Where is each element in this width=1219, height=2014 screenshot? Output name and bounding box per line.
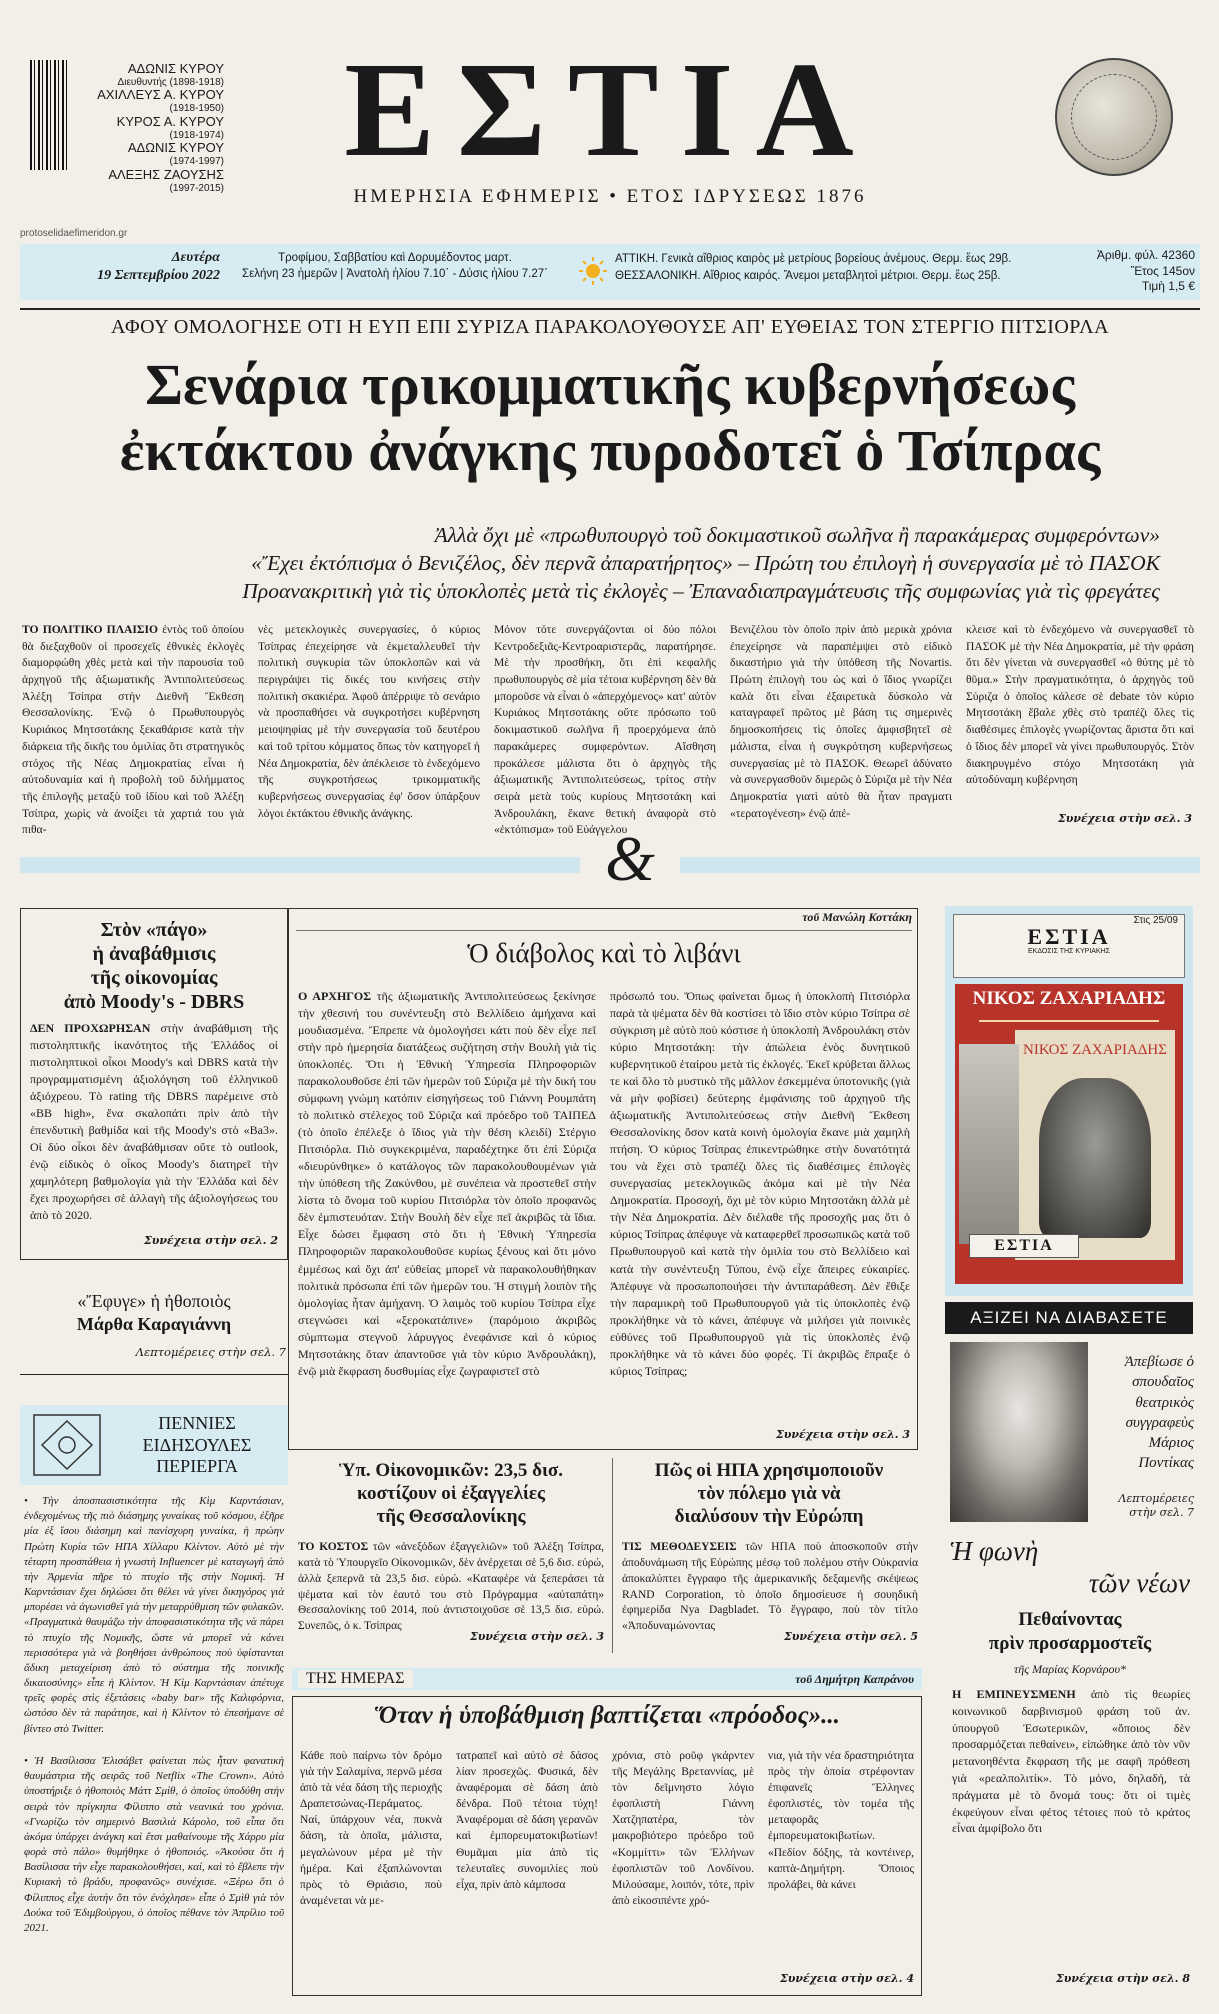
- editorial-lead: Ο ΑΡΧΗΓΟΣ: [298, 989, 372, 1003]
- voice-title-2: πρὶν προσαρμοστεῖς: [988, 1632, 1152, 1654]
- divider: [20, 1374, 288, 1375]
- gossip-item-2: • Ἡ Βασίλισσα Ἐλισάβετ φαίνεται πὼς ἦταν φανατικὴ θαυμάστρια τῆς σειρᾶς τοῦ Netflix «The Crown». Αὐτὸ ὑποστήριξε ὁ ἠθοποιὸς Μάττ Σμίθ, ὁ ὁποῖος ὑποδύθη στὴν σειρὰ τὸν πρίγκηπα Φίλιππο στὰ νεανικά του χρόνια. «Γνωρίζω τὸν σημερινὸ Βασιλιὰ Κάρολο, τοῦ εἶπα ὅτι ἀκόμα ὑπάρχει ἀνάγκη καὶ ἔτσι μαθαίνουμε τῆς Χάρρυ μία φορὰ στὸ πάλο» θυμήθηκε ὁ ἠθοποιός. «Ἀκούσα ὅτι ἡ Βασίλισσα τὴν εἶχε παρακολουθήσει, καί, καὶ τὸ ἔβλεπε τὴν Κυριακὴ τὸ βράδυ, προφανῶς» συνέχισε. «Ξέρω ὅτι ὁ Φίλιππος εἶχε ἀυτὴν ὅτι τὸν ἐνόχλησε» εἶπε ὁ Σμὶθ γιὰ τὸν Δούκα τοῦ Ἐδιμβούργου, ὁ ὁποῖος πέθανε τὸν Ἀπρίλιο τοῦ 2021.: [24, 1755, 284, 1934]
- voice-title-1: Πεθαίνοντας: [1018, 1609, 1122, 1630]
- headline-line-1: Σενάρια τρικομματικῆς κυβερνήσεως: [145, 352, 1075, 417]
- lead-deck: [60, 522, 1160, 606]
- founder-years: (1918-1974): [169, 129, 224, 141]
- founder-years: Διευθυντής (1898-1918): [117, 76, 224, 88]
- issue-year: Ἔτος 145ον: [1130, 263, 1195, 278]
- book-ad-brand: ΕΣΤΙΑ: [1027, 924, 1111, 949]
- book-cover-title: ΝΙΚΟΣ ΖΑΧΑΡΙΑΔΗΣ: [1023, 1042, 1167, 1058]
- saints-text: Τροφίμου, Σαββατίου καὶ Δορυμέδοντος μαρτ.: [278, 252, 512, 264]
- founder-name: ΑΛΕΞΗΣ ΖΑΟΥΣΗΣ: [108, 166, 224, 182]
- weather-thessaloniki: ΘΕΣΣΑΛΟΝΙΚΗ. Αἴθριος καιρός. Ἄνεμοι μεταβλητοὶ μέτριοι. Θερμ. ἕως 25β.: [615, 269, 1001, 282]
- saints-of-day: [230, 251, 560, 282]
- lead-kicker: ΑΦΟΥ ΟΜΟΛΟΓΗΣΕ ΟΤΙ Η ΕΥΠ ΕΠΙ ΣΥΡΙΖΑ ΠΑΡΑΚΟΛΟΥΘΟΥΣΕ ΑΠ' ΕΥΘΕΙΑΣ ΤΟΝ ΣΤΕΡΓΙΟ ΠΙΤΣΙΟΡΛΑ: [110, 316, 1110, 338]
- lead-column-5: κλεισε καὶ τὸ ἐνδεχόμενο νὰ συνεργασθεῖ τὸ ΠΑΣΟΚ μὲ τὴν Νέα Δημοκρατία, μὲ τὴν φράση ὅτι δὲν γίνεται νὰ συνεργασθεῖ «ὁ θύτης μὲ τὸ θῦμα.» Στὴν πραγματικότητα, ὁ ἀρχηγὸς τοῦ Σύριζα ὁ ὁποῖος κάλεσε σὲ debate τὸν κύριο Μητσοτάκη ἔβαλε χθὲς στὸ τραπέζι ὅλες τὶς διαθέσιμες ἐπιλογὲς γνωρίζοντας ἄριστα ὅτι καὶ ὁ ἴδιος δὲν μπορεῖ νὰ γίνει πρωθυπουργός. Στὸν διακηρυγμένο στόχο Μητσοτάκη γιὰ αὐτοδύναμη κυβέρνηση: [966, 623, 1194, 787]
- usa-title: [620, 1460, 918, 1528]
- fin-ministry-continued[interactable]: Συνέχεια στὴν σελ. 3: [469, 1630, 604, 1643]
- ornament-icon: [32, 1413, 102, 1477]
- fin-ministry-body: [298, 1540, 604, 1635]
- book-cover: [955, 984, 1183, 1284]
- book-ad-date: Στις 25/09: [1133, 915, 1178, 926]
- voice-title: [950, 1608, 1190, 1656]
- lead-column-1-text: ἐντὸς τοῦ ὁποίου θὰ διεξαχθοῦν οἱ προσεχεῖς ἐθνικὲς ἐκλογὲς διαμορφώθη χθὲς μετὰ καὶ τὴν παρουσία τοῦ ἀρχηγοῦ τῆς ἀξιωματικῆς Ἀντιπολιτεύσεως Ἀλέξη Τσίπρα στὴν Διεθνῆ Ἔκθεση Θεσσαλονίκης. Ἐνῷ ὁ Πρωθυπουργὸς Κυριάκος Μητσοτάκης ξεκαθάρισε κατὰ τὴν διάρκεια τῆς δικῆς του ὁμιλίας ὅτι στρατηγικὸς στόχος τῆς Νέας Δημοκρατίας εἶναι ἡ αὐτοδυναμία καὶ ἡ προβολὴ τοῦ διλήμματος τῆς ἐπιλογῆς μεταξὺ τοῦ ἰδίου καὶ τοῦ Ἀλέξη Τσίπρα, χωρὶς νὰ ἀνοίξει τὰ χαρτιά του γιὰ πιθα-: [22, 623, 245, 837]
- lead-column-2: νὲς μετεκλογικὲς συνεργασίες, ὁ κύριος Τσίπρας ἐπεχείρησε νὰ ἐκμεταλλευθεῖ τὴν πολιτικὴ συγκυρία τῶν ὑποκλοπῶν καὶ νὰ περιγράψει τὶς δικές του κινήσεις στὴν πολιτικὴ σκακιέρα. Ἀφοῦ ἀπέρριψε τὸ σενάριο νὰ προσπαθήσει νὰ συγκροτήσει κυβέρνηση μειοψηφίας μὲ τὴν συνεργασία τοῦ δευτέρου καὶ τοῦ τρίτου κόμματος ὅπως τὸν κατηγορεῖ ἡ Νέα Δημοκρατία, δὲν ἀπέκλεισε τὸ ἐνδεχόμενο τῆς συγκροτήσεως τρικομματικῆς κυβερνήσεως συνεργασίας ἐφ' ὅσον ὑπάρξουν λόγοι ἐκτάκτου ἐθνικῆς ἀνάγκης.: [258, 623, 480, 820]
- moodys-title-1: Στὸν «πάγο»: [100, 919, 208, 941]
- obit-title: [22, 1290, 286, 1335]
- lead-headline: [20, 352, 1200, 483]
- editorial-text-a: τῆς ἀξιωματικῆς Ἀντιπολιτεύσεως ξεκίνησε τὴν χθεσινή του συνέντευξη στὸ Βελλίδειο ἀμήχανα καὶ μουδιασμένα. Ἔπρεπε νὰ ὁμολογήσει κάτι ποὺ δὲν εἶχε πεῖ στὴν πρὸ ἡμερησία διατάξεως συζήτηση στὴν Βουλὴ γιὰ τὶς ὑποκλοπές. Ὅτι ἡ Ἐθνικὴ Ὑπηρεσία Πληροφοριῶν παρακολουθοῦσε ἐπὶ τῶν ἡμερῶν τοῦ Σύριζα μὲ τὴν δική του σύμφωνη γνώμη κατόπιν εἰσηγήσεως τοῦ Γιάννη Ρουμπάτη τὸ πολιτικὸ στέλεχος τοῦ Σύριζα καὶ πρόεδρο τοῦ ΤΑΙΠΕΔ (τὸ ὁποῖο ἐπέλεξε ὁ ἴδιος γιὰ τὴν θέση κλειδί) Στέργιο Πιτσιόρλα. Πιὸ συγκεκριμένα, παραδέχτηκε ὅτι ἐπὶ Σύριζα «διευρύνθηκε» ὁ κατάλογος τῶν παρακολουθουμένων γιὰ τὴν ὑπόθεση τῆς Ζακύνθου, μὲ συνέπεια νὰ προστεθεῖ στὴν λίστα τὸ ὄνομα τοῦ κυρίου Πιτσιόρλα τὸν ὁποῖο προφανῶς δὲν ἐμπιστευόταν. Στὴν Βουλὴ δὲν εἶχε πεῖ ἀκριβῶς τὰ ἴδια. Εἶχε δώσει ἔμφαση στὸ ὅτι ἡ Ἐθνικὴ Ὑπηρεσία Πληροφοριῶν παρακολουθοῦσε κυρίως ξένους καὶ ὅτι μόνο ἐμμέσως καὶ ὄχι ἀπ' εὐθείας μπορεῖ νὰ παρακολουθήθηκαν πολιτικὰ πρόσωπα ἐπὶ τῶν ἡμερῶν του. Ἡ στιγμὴ λοιπὸν τῆς ὁμολογίας ἦταν ἀμήχανη. Ὁ λαιμὸς τοῦ κυρίου Τσίπρα εἶχε στεγνώσει καὶ «ξεροκατάπινε» (παρόμοιο ἀκριβῶς σύμπτωμα στεγνοῦ λάρυγγος ἐνεφάνισε καὶ ὁ κύριος Μητσοτάκης ὅταν ἀπαντοῦσε γιὰ τὸν κύριο Ἀνδρουλάκη), ἐνῷ μιὰ ἔκφραση δυσθυμίας εἶχε ζωγραφιστεῖ στὸ: [298, 989, 596, 1378]
- lead-column-3: Μόνον τότε συνεργάζονται οἱ δύο πόλοι Κεντροδεξιᾶς-Κεντροαριστερᾶς, παρατήρησε. Μὲ τὴν προσθήκη, ὅτι ἐπὶ κεφαλῆς πρωθυπουργὸς σὲ μία τέτοια κυβέρνηση δὲν θὰ μποροῦσε νὰ εἶναι ὁ «ἀπερχόμενος» κατ' αὐτὸν Κυριάκος Μητσοτάκης οὔτε πρόσωπο τοῦ δοκιμαστικοῦ σωλῆνα ἢ προερχόμενα ἀπὸ παρακάμερες συμφερόντων. Αἴσθηση προκάλεσε μάλιστα ὅτι ὁ ἀρχηγὸς τῆς ἀξιωματικῆς Ἀντιπολιτεύσεως, τρίτος στὴν σειρὰ μετὰ τοὺς κυρίους Μητσοτάκη καὶ Ἀνδρουλάκη, ἔκανε θετικὴ ἀναφορὰ στὸ «ἐκτόπισμα» τοῦ Εὐάγγελου: [494, 623, 716, 837]
- voice-label-1: Ἡ φωνὴ: [950, 1536, 1039, 1566]
- weather-attica: ΑΤΤΙΚΗ. Γενικὰ αἴθριος καιρὸς μὲ μετρίους βορείους ἀνέμους. Θερμ. ἕως 29β.: [615, 253, 1012, 265]
- newspaper-title: ΕΣΤΙΑ: [344, 35, 876, 185]
- moodys-title-3: τῆς οἰκονομίας: [90, 967, 218, 989]
- newspaper-roll: [959, 1044, 1019, 1244]
- tis-imeras-byline: τοῦ Δημήτρη Καπράνου: [795, 1672, 914, 1686]
- usa-text: τῶν ΗΠΑ ποὺ ἀποσκοποῦν στὴν ἀποδυνάμωση τῆς Εὐρώπης μέσῳ τοῦ πολέμου στὴν Οὐκρανία ἀποκαλύπτει ἔγγραφο τῆς ἀμερικανικῆς δεξαμενῆς σκέψεως RAND Corporation, τὸ ὁποῖο δημοσίευσε ἡ σουηδικὴ ἐφημερίδα Nya Dagbladet. Τὸ ἔγγραφο, ποὺ τὸν τίτλο «Ἀποδυναμώνοντας: [622, 1541, 918, 1633]
- fin-ministry-title-1: Ὑπ. Οἰκονομικῶν: 23,5 δισ.: [338, 1460, 564, 1481]
- founder-name: ΑΔΩΝΙΣ ΚΥΡΟΥ: [127, 61, 224, 76]
- deck-line-3: Προανακριτικὴ γιὰ τὶς ὑποκλοπὲς μετὰ τὶς ἐκλογὲς – Ἐπαναδιαπραγμάτευσις τῆς συμφωνίας γιὰ τὶς φρεγάτες: [242, 578, 1160, 603]
- book-ad-header: [953, 914, 1185, 978]
- obit-title-1: «Ἔφυγε» ἡ ἠθοποιὸς: [77, 1291, 231, 1311]
- usa-continued[interactable]: Συνέχεια στὴν σελ. 5: [783, 1630, 918, 1643]
- weather-report: [615, 251, 1055, 284]
- ampersand-divider: [20, 823, 1200, 894]
- voice-text: ἀπὸ τὶς θεωρίες κοινωνικοῦ δαρβινισμοῦ φράση τοῦ ἀν. ὑπουργοῦ Ἐσωτερικῶν, «ὅποιος δὲν προσαρμόζεται πεθαίνει», εἰπώθηκε ἀπὸ τὸν νῦν μετανοηθέντα ἔκφραση τῆς με σαφῆ πρόθεση γιὰ «ρεαλπολιτίκ». Τὸ μόνο, δηλαδή, τὰ πράγματα μὲ τὸ ὄνομά τους: ὅτι οἱ τιμὲς ἐκφεύγουν εἶναι φέτος τέτοιες ποὺ τὸ κράτος εἶναι ἀμφίβολο ὅτι: [952, 1687, 1190, 1836]
- tis-imeras-col-4: νια, γιὰ τὴν νέα δραστηριότητα πρὸς τὴν ὁποία στρέφονταν ἐπιφανεῖς Ἕλληνες ἐφοπλιστές, τὸν τομέα τῆς μεταφορᾶς ἐμπορευματοκιβωτίων. «Πεδίον δόξης, τὰ κοντέινερ, καπτὰ-Δημήτρη. Ὅποιος προλάβει, θὰ κάνει: [768, 1750, 914, 1891]
- fin-ministry-text: τῶν «ἀνεξόδων ἐξαγγελιῶν» τοῦ Ἀλέξη Τσίπρα, κατὰ τὸ Ὑπουργεῖο Οἰκονομικῶν, δὲν ἀνέρχεται σὲ 5,6 δισ. εὐρώ, ἀλλὰ ξεπερνᾶ τὰ 23,5 δισ. εὐρώ. «Καταφέρε νὰ ξεπεράσει τὰ ψέματα καὶ τὸν ἑαυτό του στὸ Πρόγραμμα «αὐταπάτη» Θεσσαλονίκης τοῦ 2014, ποὺ ἀντιστοιχοῦσε σὲ 13,5 δισ. εὐρώ. Συνεπῶς, ὁ κ. Τσίπρας: [298, 1541, 604, 1633]
- fin-ministry-title-3: τῆς Θεσσαλονίκης: [376, 1505, 526, 1527]
- issue-number: Ἀριθμ. φύλ. 42360: [1096, 248, 1195, 262]
- newspaper-subtitle: ΗΜΕΡΗΣΙΑ ΕΦΗΜΕΡΙΣ • ΕΤΟΣ ΙΔΡΥΣΕΩΣ 1876: [353, 186, 867, 207]
- gossip-item-1: • Τὴν ἀποσπασιστικότητα τῆς Κὶμ Καρντάσιαν, ἐνδεχομένως τῆς πιὸ διάσημης γυναίκας τοῦ κόσμου, ἐξῆρε μία ἐξ ἴσου διάσημη καὶ πανίσχυρη γυναίκα, ἡ πρώην Πρώτη Κυρία τῶν ΗΠΑ Χίλλαρυ Κλίντον. Αὐτὸ μὲ τὴν τέταρτη προσπάθεια ἡ γνωστὴ Influencer μὲ καταγωγὴ ἀπὸ τὴν Ἀρμενία πῆρε τὸ πτυχίο τῆς στὴν Νομική. Ἡ Καρντάσιαν ἔχει δηλώσει ὅτι θέλει νὰ γίνει δικηγόρος γιὰ μπορέσει νὰ ἀγωνισθεῖ γιὰ τὴν μεταρρύθμιση τῶν φυλακῶν. «Πραγματικὰ θαυμάζω τὴν ἀποφασιστικότητα τῆς νὰ πάρει τὸ πτυχίο τῆς Νομικῆς, ὥστε νὰ μπορεῖ νὰ κάνει περισσότερα γιὰ νὰ βοηθήσει ἀνθρώπους ποὺ ὑφίστανται ἄδικη μεταχείριση ἀπὸ τὸ σύστημα τῆς ποινικῆς δικαιοσύνης» εἶπε ἡ Κλίντον. Ἡ Κὶμ Καρντάσιαν ἀπέτυχε τρεῖς φορὲς στὶς ἐξετάσεις «baby bar» τῆς Καλιφόρνια, ὡστόσο δὲν τὰ παράτησε, καὶ ἡ Κλίντον τὸ ἐπεσήμανε σὲ βίντεο στὸ Twitter.: [24, 1495, 284, 1735]
- fin-ministry-lead: ΤΟ ΚΟΣΤΟΣ: [298, 1541, 369, 1553]
- moodys-title: [28, 918, 280, 1014]
- worth-reading-more[interactable]: Λεπτομέρειες στὴν σελ. 7: [1118, 1492, 1194, 1520]
- issue-full-date: 19 Σεπτεμβρίου 2022: [97, 268, 220, 284]
- tis-imeras-title: Ὅταν ἡ ὑποβάθμιση βαπτίζεται «πρόοδος»...: [374, 1702, 840, 1729]
- headline-line-2: ἐκτάκτου ἀνάγκης πυροδοτεῖ ὁ Τσίπρας: [119, 417, 1101, 483]
- founder-name: ΑΧΙΛΛΕΥΣ Α. ΚΥΡΟΥ: [97, 87, 224, 103]
- editorial-column-a: [298, 988, 596, 1380]
- issue-date: [30, 249, 220, 285]
- book-ad-sub: ΕΚΔΟΣΙΣ ΤΗΣ ΚΥΡΙΑΚΗΣ: [1027, 948, 1110, 955]
- usa-title-3: διαλύσουν τὴν Εὐρώπη: [674, 1505, 864, 1527]
- moodys-continued[interactable]: Συνέχεια στὴν σελ. 2: [143, 1234, 278, 1247]
- book-front-cover: [1015, 1030, 1175, 1260]
- portrait-pontikas: [950, 1342, 1088, 1522]
- moodys-body: [30, 1020, 278, 1224]
- usa-title-1: Πῶς οἱ ΗΠΑ χρησιμοποιοῦν: [654, 1460, 884, 1481]
- moodys-text: στὴν ἀναβάθμιση τῆς πιστοληπτικῆς ἱκανότητος τῆς Ἑλλάδος οἱ πιστοληπτικοὶ οἶκοι Moody's καὶ DBRS κατὰ τὴν προγραμματισμένη ἀξιολόγηση τοῦ ἑλληνικοῦ ἀξιόχρεου. Τὸ rating τῆς DBRS παρέμεινε στὸ «BB high», ἕνα σκαλοπάτι πρὶν ἀπὸ τὴν ἐπενδυτικὴ βαθμίδα καὶ τῆς Moody's στὸ «Ba3». Οἱ δύο οἶκοι δὲν ἀναβάθμισαν οὔτε τὸ outlook, ἐνῷ εἰδικὸς ὁ οἶκος Moody's διατηρεῖ τὴν χαμηλότερη βαθμολογία γιὰ τὴν Ἑλλάδα καὶ δὲν ἔχει προχωρήσει σὲ ἀλλαγὴ τῆς ἀξιολογήσεως του ἀπὸ τὸ 2020.: [30, 1021, 279, 1223]
- tis-imeras-col-2: τατραπεῖ καὶ αὐτὸ σὲ δάσος λίαν προσεχῶς. Φυσικά, δὲν ἀναφέρομαι σὲ δάση ἀπὸ δένδρα. Ποῦ τέτοια τύχη! Ἀναφέρομαι σὲ δάση γερανῶν καὶ ἐμπορευματοκιβωτίων! Θυμᾶμαι μία ἀπὸ τὶς τελευταῖες συνομιλίες ποὺ εἶχα, πρὶν ἀπὸ κάμποσα: [456, 1750, 598, 1891]
- voice-body: [952, 1686, 1190, 1837]
- lead-column-1-lead: ΤΟ ΠΟΛΙΤΙΚΟ ΠΛΑΙΣΙΟ: [22, 623, 159, 636]
- moodys-title-2: ἡ ἀναβάθμισις: [92, 943, 216, 965]
- gossip-title: [112, 1413, 282, 1478]
- editorial-column-b: πρόσωπό του. Ὅπως φαίνεται ὅμως ἡ ὑποκλοπὴ Πιτσιόρλα παρὰ τὰ ψέματα δὲν θὰ κοστίσει τὸ ἴδιο στὸν κύριο Τσίπρα σὲ σύγκριση μὲ αὐτὸ ποὺ κόστισε ἡ ὑποκλοπὴ Ἀνδρουλάκη στὸν κύριο Μητσοτάκη: τὴν ἀπώλεια ἑνὸς δυνητικοῦ κυβερνητικοῦ ἑταίρου μετὰ τὶς ἐκλογές. Ἐκεῖ κρύβεται ἄλλως τε καὶ ὅλο τὸ μυστικὸ τῆς μᾶλλον ἐσκεμμένα ὑποτονικῆς (γιὰ νὰ μὴν φοβίσει) δεύτερης ἐμφάνισης τοῦ ἀρχηγοῦ τῆς ἀξιωματικῆς Ἀντιπολιτεύσεως στὴν Διεθνῆ Ἔκθεση Θεσσαλονίκης ὅσον κατὰ κοινὴ ὁμολογία ἔκανε μιὰ χαμηλὴ πτήση. Ὁ κύριος Τσίπρας ἐπικεντρώθηκε στὴν δυνατότητά του νὰ ἔχει στὸ τραπέζι ὅλες τὶς διαθέσιμες ἐπιλογὲς συνεργασίας μετεκλογικῶς ἀκόμα καὶ μὲ τὴν Νέα Δημοκρατία. Προσοχή, ὄχι μὲ τὸν κύριο Μητσοτάκη ἀλλὰ μὲ τὴν Νέα Δημοκρατία. Δὲν διέλαθε τῆς προσοχῆς μας ὅτι ὁ κύριος Τσίπρας ἀπέφυγε νὰ καταφερθεῖ προσωπικῶς κατὰ τοῦ Πρωθυπουργοῦ καὶ κατὰ τὴν ὁμιλία του στὸ Βελλίδειο καὶ κατὰ τὴν συνέντευξη Τύπου, ἐνῷ εἶχε ἄπειρες εὐκαιρίες. Ἀπέφυγε νὰ προσωποποιήσει τὴν ἀντιπαράθεση. Δὲν ἔθιξε τὴν παραμικρὴ τοῦ Πρωθυπουργοῦ γιὰ τὶς ὑποκλοπὲς ἐνῷ προκλήθηκε νὰ τὸ κάνει, ἀπέφυγε νὰ μιλήσει γιὰ ποινικὲς εὐθύνες τοῦ Πρωθυπουργοῦ γιὰ τὶς ὑποκλοπὲς ἐνῷ προκλήθηκε νὰ τὸ κάνει δύο φορές. Τί ἀκριβῶς ἔπραξε ὁ κύριος Τσίπρας;: [610, 989, 910, 1378]
- worth-reading-label: ΑΞΙΖΕΙ ΝΑ ΔΙΑΒΑΣΕΤΕ: [945, 1302, 1193, 1334]
- moon-sun-text: Σελήνη 23 ἡμερῶν | Ἀνατολὴ ἡλίου 7.10΄ - Δύσις ἡλίου 7.27΄: [241, 267, 548, 280]
- divider: [612, 1458, 613, 1653]
- gossip-title-3: ΠΕΡΙΕΡΓΑ: [156, 1456, 238, 1477]
- usa-lead: ΤΙΣ ΜΕΘΟΔΕΥΣΕΙΣ: [622, 1541, 737, 1553]
- founder-years: (1974-1997): [169, 156, 224, 168]
- book-author: ΝΙΚΟΣ ΖΑΧΑΡΙΑΔΗΣ: [972, 988, 1166, 1009]
- worth-reading-text[interactable]: Ἀπεβίωσε ὁ σπουδαῖος θεατρικὸς συγγραφεὺς Μάριος Ποντίκας: [1124, 1354, 1194, 1472]
- founder-name: ΚΥΡΟΣ Α. ΚΥΡΟΥ: [116, 113, 224, 129]
- source-site: protoselidaefimeridon.gr: [20, 228, 128, 239]
- founder-name: ΑΔΩΝΙΣ ΚΥΡΟΥ: [127, 140, 224, 156]
- moodys-title-4: ἀπὸ Moody's - DBRS: [63, 991, 245, 1013]
- ampersand-glyph: &: [605, 823, 655, 894]
- gossip-title-2: ΕΙΔΗΣΟΥΛΕΣ: [142, 1434, 252, 1455]
- gossip-header: [20, 1405, 288, 1485]
- tis-imeras-label: ΤΗΣ ΗΜΕΡΑΣ: [298, 1670, 413, 1688]
- founder-years: (1997-2015): [169, 182, 224, 194]
- editorial-title: Ὁ διάβολος καὶ τὸ λιβάνι: [467, 938, 741, 968]
- founders-list: [82, 62, 224, 194]
- gossip-title-1: ΠΕΝΝΙΕΣ: [158, 1413, 236, 1433]
- voice-byline: τῆς Μαρίας Κορνάρου*: [1014, 1662, 1126, 1676]
- coin-emblem: [1055, 58, 1173, 176]
- issue-info: [1065, 248, 1195, 295]
- lead-column-4: Βενιζέλου τὸν ὁποῖο πρὶν ἀπὸ μερικὰ χρόνια ἐπεχείρησε νὰ παραπέμψει στὸ εἰδικὸ δικαστήριο γιὰ τὴν ὑπόθεση τῆς Novartis. Πρώτη ἐπιλογὴ του ὡς καὶ ὁ ἴδιος γνωρίζει καλὰ ὅτι εἶναι ἐξαιρετικὰ δύσκολο νὰ καταγραφεῖ πρῶτος μὲ βάση τις σημερινὲς δημοσκοπήσεις τὶς ὁποῖες ἀμφισβητεῖ σὲ μάλιστα, εἶναι ἡ συγκρότηση κυβερνήσεως συνεργασίας μὲ τὸ ΠΑΣΟΚ. Θεωρεῖ ἀδύνατο νὰ συνεργασθοῦν διμερῶς ὁ Σύριζα μὲ τὴν Νέα Δημοκρατία γιατὶ αὐτὸ θὰ ἦταν πραγματι «τερατογένεση» ἐνῷ ἀπέ-: [730, 623, 952, 820]
- divider: [296, 930, 912, 931]
- sun-icon: [578, 256, 608, 286]
- tis-imeras-continued[interactable]: Συνέχεια στὴν σελ. 4: [779, 1972, 914, 1985]
- portrait-zachariadis: [1039, 1078, 1151, 1238]
- obit-more[interactable]: Λεπτομέρειες στὴν σελ. 7: [135, 1345, 286, 1359]
- fin-ministry-title: [296, 1460, 606, 1528]
- editorial-byline: τοῦ Μανώλη Κοττάκη: [802, 910, 912, 924]
- deck-line-1: Ἀλλὰ ὄχι μὲ «πρωθυπουργὸ τοῦ δοκιμαστικοῦ σωλῆνα ἢ παρακάμερας συμφερόντων»: [434, 523, 1160, 547]
- obit-title-2: Μάρθα Καραγιάννη: [76, 1313, 232, 1334]
- tis-imeras-col-3: χρόνια, στὸ ροῦφ γκάρντεν τῆς Μεγάλης Βρεταννίας, μὲ τὸν δεῖμνηστο λόγιο ἐφοπλιστὴ Γιάννη Χατζηπατέρα, τὸν μακροβιότερο πρόεδρο τοῦ «Κομμίττι» τῶν Ἑλλήνων ἐφοπλιστῶν τοῦ Λονδίνου. Μιλούσαμε, λοιπόν, τότε, πρὶν ἀπὸ εἰκοσιπέντε χρό-: [612, 1750, 754, 1907]
- barcode: [30, 60, 70, 170]
- tis-imeras-col-1: Κάθε ποὺ παίρνω τὸν δρόμο γιὰ τὴν Σαλαμίνα, περνῶ μέσα ἀπὸ τὰ νέα δάση τῆς περιοχῆς Δραπετσώνας-Περάματος. Ναί, ὑπάρχουν νέα, πυκνὰ δάση, τὰ ὁποῖα, μάλιστα, μεγαλώνουν μέρα μὲ τὴν ἡμέρα. Καὶ ἐξαπλώνονται πρὸς τὸ Θριάσιο, ποὺ ἀναμένεται νὰ με-: [300, 1750, 442, 1907]
- issue-price: Τιμὴ 1,5 €: [1141, 279, 1195, 294]
- usa-title-2: τὸν πόλεμο γιὰ νὰ: [697, 1482, 841, 1504]
- editorial-continued[interactable]: Συνέχεια στὴν σελ. 3: [775, 1428, 910, 1441]
- voice-lead: Η ΕΜΠΝΕΥΣΜΕΝΗ: [952, 1687, 1076, 1701]
- lead-column-1: [22, 622, 244, 839]
- usa-body: [622, 1540, 918, 1635]
- book-ad[interactable]: [945, 906, 1193, 1296]
- issue-day: Δευτέρα: [171, 250, 220, 265]
- lead-continued[interactable]: Συνέχεια στὴν σελ. 3: [1057, 812, 1192, 825]
- founder-years: (1918-1950): [169, 103, 224, 115]
- voice-continued[interactable]: Συνέχεια στὴν σελ. 8: [1055, 1972, 1190, 1985]
- divider: [20, 308, 1200, 310]
- voice-label: [950, 1535, 1190, 1600]
- fin-ministry-title-2: κοστίζουν οἱ ἐξαγγελίες: [356, 1482, 546, 1504]
- moodys-lead: ΔΕΝ ΠΡΟΧΩΡΗΣΑΝ: [30, 1021, 151, 1035]
- voice-label-2: τῶν νέων: [1088, 1568, 1190, 1599]
- book-cover-brand: ΕΣΤΙΑ: [969, 1234, 1079, 1258]
- deck-line-2: «Ἔχει ἐκτόπισμα ὁ Βενιζέλος, δὲν περνᾶ ἀπαρατήρητος» – Πρώτη του ἐπιλογὴ ἡ συνεργασία μὲ τὸ ΠΑΣΟΚ: [251, 550, 1160, 575]
